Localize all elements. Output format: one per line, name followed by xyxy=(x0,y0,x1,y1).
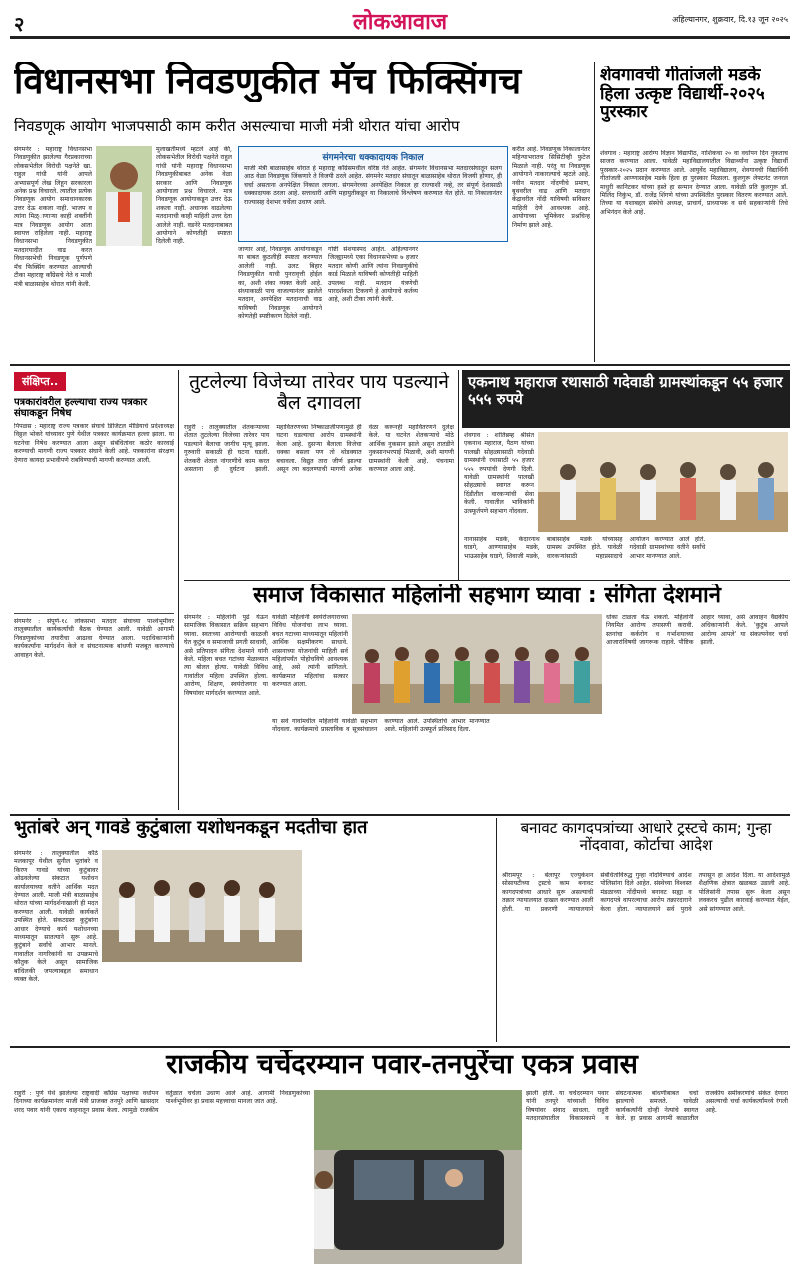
vrule-bull xyxy=(458,370,459,580)
bull-text: राहुरी : तालुक्यातील शेतकऱ्याच्या शेतात तुटलेल्या विजेच्या तारेवर पाय पडल्याने बैलाचा जागीच मृत्यू झाला. गुरुवारी सकाळी ही घटना घडली. शेतकरी शेतात नांगरणीचे काम करत असताना ही दुर्घटना झाली. महावितरणच्या निष्काळजीपणामुळे ही घटना घडल्याचा आरोप ग्रामस्थांनी केला आहे. दुसऱ्या बैलाला विजेचा धक्का बसला पण तो थोडक्यात बचावला. विद्युत तारा जीर्ण झाल्या असून त्या बदलण्याची मागणी अनेक वेळा करूनही महावितरणने दुर्लक्ष केले. या घटनेत शेतकऱ्याचे मोठे आर्थिक नुकसान झाले असून तातडीने नुकसानभरपाई मिळावी, अशी मागणी ग्रामस्थांनी केली आहे. पंचनामा करण्यात आला आहे. xyxy=(184,424,454,474)
women-col1: संगमनेर : महिलांनी पुढे येऊन सामाजिक विकासात सक्रिय सहभाग घ्यावा. स्वतःच्या आरोग्याची काळजी घेत कुटुंब व समाजाची प्रगती साधावी, असे प्रतिपादन संगिता देशमाने यांनी केले. महिला बचत गटांच्या मेळाव्यात त्या बोलत होत्या. यावेळी विविध गावांतील महिला उपस्थित होत्या. आरोग्य, शिक्षण, स्वयंरोजगार या विषयांवर मार्गदर्शन करण्यात आले. xyxy=(184,614,268,697)
politics-text-left: राहुरी : पुणे येथे झालेल्या राष्ट्रवादी काँग्रेस पक्षाच्या वर्धापन दिनाच्या कार्यक्रमानंतर माजी मंत्री प्राजक्त तनपुरे आणि खासदार शरद पवार यांनी एकाच वाहनातून प्रवास केला. त्यामुळे राजकीय वर्तुळात चर्चेला उधाण आले आहे. आगामी निवडणुकांच्या पार्श्वभूमीवर हा प्रवास महत्त्वाचा मानला जात आहे. xyxy=(14,1090,310,1114)
politics-car-image xyxy=(314,1090,522,1264)
briefs-label: संक्षिप्त.. xyxy=(14,372,66,391)
page-number: २ xyxy=(14,12,25,36)
eknath-group-image xyxy=(538,432,788,532)
hrule-4 xyxy=(10,1046,790,1048)
eknath-headline: एकनाथ महाराज रथासाठी गदेवाडी ग्रामस्थांकडून ५५ हजार ५५५ रुपये xyxy=(468,373,783,408)
bhutambare-text-left: संगमनेर : तालुक्यातील कौठे मलकापूर येथील सुनील भुतांबरे व किरण गावडे यांच्या कुटुंबावर ओढवलेल्या संकटात यशोधन कार्यालयाच्या वतीने आर्थिक मदत देण्यात आली. माजी मंत्री बाळासाहेब थोरात यांच्या मार्गदर्शनाखाली ही मदत करण्यात आली. यावेळी कार्यकर्ते उपस्थित होते. संकटग्रस्त कुटुंबांना आधार देण्याचे कार्य यशोधनच्या माध्यमातून सातत्याने सुरू आहे. कुटुंबाने सर्वांचे आभार मानले. गावातील नागरिकांनी या उपक्रमाचे कौतुक केले असून सामाजिक बांधिलकी जपल्याबद्दल समाधान व्यक्त केले. xyxy=(14,850,98,984)
women-photo xyxy=(352,614,602,714)
sidebar-headline: शेवगावची गीतांजली मडके हिला उत्कृष्ट विद्यार्थी-२०२५ पुरस्कार xyxy=(600,66,765,123)
box-title: संगमनेरचा धक्कादायक निकाल xyxy=(322,153,424,163)
eknath-photo xyxy=(538,432,788,532)
women-col3: धोका टाळता येऊ शकतो. महिलांनी नियमित आरोग्य तपासणी करावी. स्तनांचा कर्करोग व गर्भाशयाच्या आजारांविषयी जागरूक राहावे. पौष्टिक आहार घ्यावा, असे आवाहन वैद्यकीय अधिकाऱ्यांनी केले. 'कुटुंब आपले आरोग्य आपले' या संकल्पनेवर चर्चा झाली. xyxy=(606,614,788,647)
lead-photo-thorat xyxy=(96,146,152,246)
hrule-2 xyxy=(184,580,790,581)
lead-col4: गोष्टी संशयास्पद आहेत. अहिल्यानगर जिल्ह्यामध्ये एका विधानसभेच्या ७ हजार मतदार कोणी आणि त्यांना निवडणुकीचे कार्ड मिळाले याविषयी कोणतीही माहिती उपलब्ध नाही. मतदान यंत्रणेची पारदर्शकता टिकवणे हे आयोगाचे कर्तव्य आहे, अशी टीका त्यांनी केली. xyxy=(328,246,418,304)
lead-highlight-box xyxy=(238,146,508,242)
thorat-portrait-image xyxy=(96,146,152,246)
masthead: लोकआवाज xyxy=(352,10,448,35)
politics-photo xyxy=(314,1090,522,1264)
women-col4: या सर्व गावांमधील महिलांनी यावेळी सहभाग नोंदवला. कार्यक्रमाचे प्रास्ताविक व सूत्रसंचालन करण्यात आले. उपस्थितांचे आभार मानण्यात आले. महिलांनी उत्स्फूर्त प्रतिसाद दिला. xyxy=(272,718,490,734)
lead-col6 xyxy=(424,246,508,356)
lead-col2: मुलाखतीमध्ये म्हटले आहे की, लोकसभेतील विरोधी पक्षनेते राहुल गांधी यांनी महाराष्ट्र विधानसभा निवडणुकीबाबत अनेक वेळा सरकार आणि निवडणूक आयोगाला प्रश्न विचारले. मात्र निवडणूक आयोगाकडून उत्तर देऊ शकला नाही. अचानक वाढलेल्या मतदानाची काही माहिती उत्तर देता आलेले नाही. वडनेरे मतदानाबाबत आयोगाने कोणतीही स्पष्टता दिलेली नाही. xyxy=(156,146,232,246)
bull-headline: तुटलेल्या विजेच्या तारेवर पाय पडल्याने बैल दगावला xyxy=(189,372,449,414)
lead-headline: विधानसभा निवडणुकीत मॅच फिक्सिंगच xyxy=(14,62,522,102)
vrule-lead xyxy=(594,62,595,362)
lead-col2b xyxy=(96,250,152,356)
hrule-3 xyxy=(10,814,790,816)
brief1-text: पिंपळस : महाराष्ट्र राज्य पत्रकार संघाचे डिजिटल मीडियाचे प्रदेशाध्यक्ष विठ्ठल भोकरे यांच्यावर पुणे येथील पत्रकार कार्यक्रमात हल्ला झाला. या घटनेचा निषेध करण्यात आला असून संबंधितांवर कठोर कारवाई करण्याची मागणी राज्य पत्रकार संघाने केली आहे. पत्रकारांना संरक्षण देणारा कायदा प्रभावीपणे राबविण्याची मागणी करण्यात आली. xyxy=(14,423,174,464)
politics-text-right: झाली होती. या चर्चेदरम्यान पवार यांनी तनपुरे यांच्याशी विविध विषयांवर संवाद साधला. राहुरी मतदारसंघातील विकासकामे व संघटनात्मक बांधणीबाबत चर्चा झाल्याचे समजते. यावेळी कार्यकर्त्यांनी दोन्ही नेत्यांचे स्वागत केले. हा प्रवास आगामी काळातील राजकीय समीकरणांचे संकेत देणारा असल्याची चर्चा कार्यकर्त्यांमध्ये रंगली आहे. xyxy=(526,1090,788,1123)
bhutambare-headline: भुतांबरे अन् गावडे कुटुंबाला यशोधनकडून मदतीचा हात xyxy=(14,818,368,838)
trust-text: श्रीरामपूर : बेलापूर एज्युकेशन सोसायटीच्या ट्रस्टचे काम बनावट कागदपत्रांच्या आधारे सुरू असल्याची तक्रार न्यायालयात दाखल करण्यात आली होती. या प्रकरणी न्यायालयाने संबंधितांविरुद्ध गुन्हा नोंदविण्याचे आदेश पोलिसांना दिले आहेत. संस्थेच्या विश्वस्त मंडळाच्या नोंदीमध्ये बनावट सह्या व कागदपत्रे वापरल्याचा आरोप तक्रारदाराने केला होता. न्यायालयाने सर्व पुरावे तपासून हा आदेश दिला. या आदेशामुळे शैक्षणिक क्षेत्रात खळबळ उडाली आहे. पोलिसांनी तपास सुरू केला असून लवकरच पुढील कारवाई करण्यात येईल, असे सांगण्यात आले. xyxy=(502,872,790,913)
eknath-headline-bar xyxy=(462,370,790,428)
bhutambare-group-image xyxy=(102,850,302,962)
box-text: माजी मंत्री बाळासाहेब थोरात हे महाराष्ट्र काँग्रेसमधील वरिष्ठ नेते आहेत. संगमनेर विधानसभा मतदारसंघातून सलग आठ वेळा निवडणूक जिंकणारे ते विजयी ठरले आहेत. संगमनेर मतदार संघातून बाळासाहेब थोरात विजयी होणार, ही चर्चा असताना अनपेक्षित निकाल लागला. संगमनेरच्या अनपेक्षित निकाल हा राज्याशी नव्हे, तर संपूर्ण देशासाठी धक्कादायक ठरला आहे. सत्ताधारी आणि महायुतीकडून या निकालाचे विश्लेषण करण्यात येत होते. या निकालानंतर राज्यासह देशभर चर्चेला उधाण आले. xyxy=(244,165,502,206)
politics-headline: राजकीय चर्चेदरम्यान पवार-तनपुरेंचा एकत्र प्रवास xyxy=(166,1050,638,1080)
women-group-image xyxy=(352,614,602,714)
brief2-text: संगमनेर : संपूर्ण-१८ लोकसभा मतदार संघाच्या पार्श्वभूमीवर तालुक्यातील कार्यकर्त्यांची बैठक घेण्यात आली. यावेळी आगामी निवडणुकांच्या तयारीचा आढावा घेण्यात आला. पदाधिकाऱ्यांनी कार्यकर्त्यांना मार्गदर्शन केले व संघटनात्मक बांधणी मजबूत करण्याचे आवाहन केले. xyxy=(14,618,174,659)
hrule-1 xyxy=(10,364,790,366)
trust-headline: बनावट कागदपत्रांच्या आधारे ट्रस्टचे काम; गुन्हा नोंदवावा, कोर्टाचा आदेश xyxy=(520,820,772,853)
sidebar-text: शेवगाव : महाराष्ट्र आरोग्य विज्ञान विद्यापीठ, नाशिकचा २० वा वर्धापन दिन नुकताच साजरा करण्यात आला. यावेळी महाविद्यालयातील विद्यार्थ्यांना उत्कृष्ट विद्यार्थी पुरस्कार-२०२५ प्रदान करण्यात आले. आयुर्वेद महाविद्यालय, शेवगावची विद्यार्थिनी गीतांजली आण्णासाहेब मडके हिला हा पुरस्कार मिळाला. कुलगुरू लेफ्टनंट जनरल माधुरी कानिटकर यांच्या हस्ते हा सन्मान देण्यात आला. यावेळी प्रति कुलगुरू डॉ. मिलिंद निकुंभ, डॉ. राजेंद्र शिंगणे यांच्या उपस्थितीत पुरस्कार वितरण करण्यात आले. तिच्या या यशाबद्दल संस्थेचे अध्यक्ष, प्राचार्य, प्राध्यापक व सर्व सहकाऱ्यांनी तिचे अभिनंदन केले आहे. xyxy=(600,150,788,216)
eknath-text-left: शेवगाव : शांतिब्रम्ह श्रीसंत एकनाथ महाराज, पैठण यांच्या पालखी सोहळ्यासाठी गदेवाडी ग्रामस्थांनी रथासाठी ५५ हजार ५५५ रुपयांची देणगी दिली. यावेळी ग्रामस्थांनी पालखी सोहळ्याचे स्वागत करून दिंडीतील वारकऱ्यांची सेवा केली. गावातील भाविकांनी उत्स्फूर्तपणे सहभाग नोंदवला. xyxy=(464,432,534,515)
page-header xyxy=(0,0,800,58)
briefs-section xyxy=(14,370,174,810)
lead-subheadline: निवडणूक आयोग भाजपसाठी काम करीत असल्याचा माजी मंत्री थोरात यांचा आरोप xyxy=(14,118,460,135)
lead-col3: जाणार आहे, निवडणूक आयोगाकडून या बाबत कुठलीही स्पष्टता करण्यात आलेली नाही. उलट बिहार निवडणुकीत याची पुनरावृत्ती होईल का, अशी शंका व्यक्त केली आहे. संध्याकाळी पाच वाजल्यानंतर झालेले मतदान, अनपेक्षित मतदानाची वाढ याविषयी निवडणूक आयोगाने कोणतेही स्पष्टीकरण दिलेले नाही. xyxy=(238,246,322,321)
dateline: अहिल्यानगर, शुक्रवार, दि.१३ जून २०२५ xyxy=(672,15,788,24)
eknath-text-bottom: नानासाहेब मडके, केदारनाथ घाडगे, आण्णासाहेब मडके, भाऊसाहेब घाडगे, शिवाजी मडके, बाबासाहेब मडके यांच्यासह ग्रामस्थ उपस्थित होते. यावेळी वारकऱ्यांसाठी महाप्रसादाचे आयोजन करण्यात आले होते. गदेवाडी ग्रामस्थांच्या वतीने सर्वांचे आभार मानण्यात आले. xyxy=(464,536,706,560)
bhutambare-text-bottom xyxy=(102,966,302,1040)
header-rule xyxy=(10,36,790,39)
women-col2: यावेळी महिलांनी स्वयंरोजगाराच्या विविध योजनांचा लाभ घ्यावा. बचत गटाच्या माध्यमातून महिलांनी आर्थिक सक्षमीकरण साधावे. शासनाच्या योजनांची माहिती सर्व महिलांपर्यंत पोहोचविणे आवश्यक आहे, असे त्यांनी सांगितले. कार्यक्रमात महिलांचा सत्कार करण्यात आला. xyxy=(272,614,348,689)
brief1-title: पत्रकारांवरील हल्ल्याचा राज्य पत्रकार संघाकडून निषेध xyxy=(14,397,148,419)
lead-col1: संगमनेर : महाराष्ट्र विधानसभा निवडणुकीत झालेल्या गैरप्रकाराच्या लोकसभेतील विरोधी पक्षनेते खा. राहुल गांधी यांनी आपले अभ्यासपूर्ण लेख लिहून सरकारला अनेक प्रश्न विचारले. त्यातील प्रत्येक निवडणूक आयोग समाधानकारक उत्तर देऊ शकला नाही. भाजप व त्यांना मिळ्ाणाऱ्या काही शक्तींनी मात्र निवडणूक आयोग आता स्वायत्त राहिलेला नाही. महाराष्ट्र विधानसभा निवडणुकीत मतदारयादीत वाढ करत विधानसभेची निवडणूक पूर्णपणे मॅच फिक्सिंग करण्यात आल्याची टीका महाराष्ट्र काँग्रेसचे नेते व माजी मंत्री बाळासाहेब थोरात यांनी केली. xyxy=(14,146,92,288)
vrule-briefs xyxy=(178,370,179,810)
bhutambare-photo xyxy=(102,850,302,962)
women-headline: समाज विकासात महिलांनी सहभाग घ्यावा : संगिता देशमाने xyxy=(253,584,721,608)
bhutambare-text-right xyxy=(306,850,492,1040)
brief-divider xyxy=(14,613,174,614)
vrule-bhutambare xyxy=(496,818,497,1042)
lead-col5: करीत आहे. निवडणूक निकालानंतर महिन्याभरातच सिसिटीव्ही फुटेज मिळाले नाही. परंतु या निवडणूक आयोगाने नाकारल्याचे म्हटले आहे. नवीन मतदार नोंदणीचे प्रमाण, बूथवरील वाढ आणि मतदान केंद्रावरील नोंदी याविषयी सविस्तर माहिती देणे आवश्यक आहे. आयोगाच्या भूमिकेवर प्रश्नचिन्ह निर्माण झाले आहे. xyxy=(512,146,590,229)
